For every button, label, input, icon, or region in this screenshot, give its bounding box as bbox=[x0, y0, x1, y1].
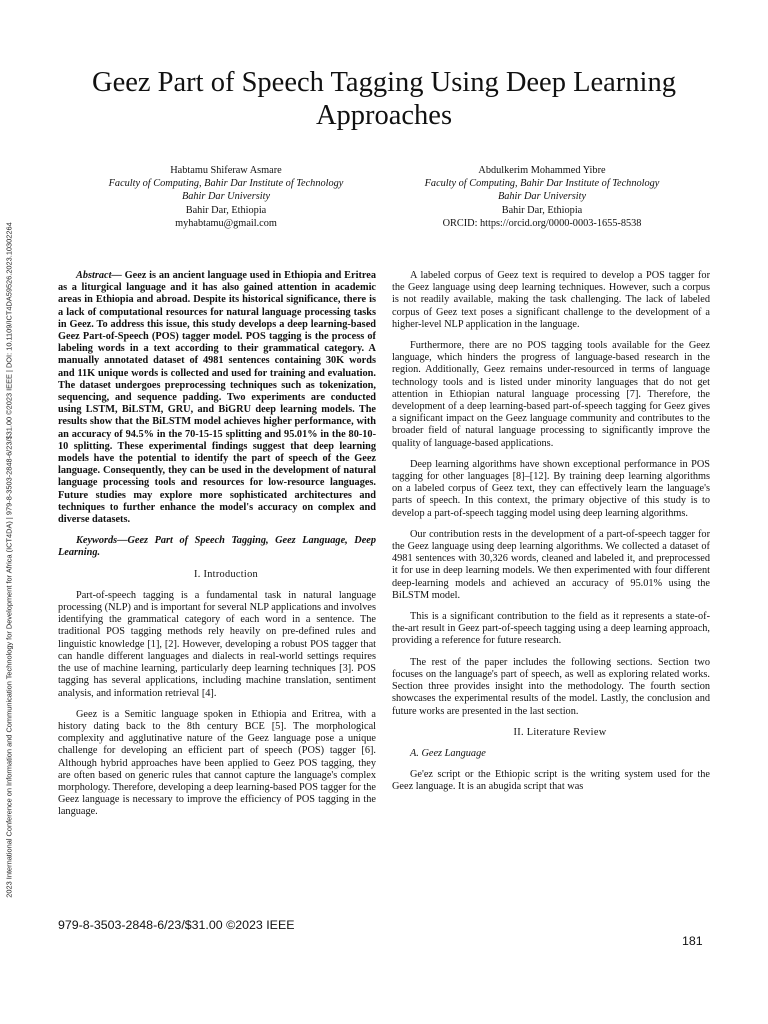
sidebar-text: 2023 International Conference on Information and Communication Technology for Development for Africa (ICT4DA) | 979-8-3503-2848-6/23/$31.00 ©2023 IEEE | DOI: 10.1109/ICT4DA59526.2023.10302264 bbox=[4, 222, 14, 898]
right-column bbox=[392, 270, 710, 803]
author-block-2 bbox=[382, 164, 702, 230]
paragraph: Furthermore, there are no POS tagging tools available for the Geez language, which hinders the progress of language-based research in the region. Additionally, Geez remains under-resourced in terms of language technology tools and is listed under minority languages that do not get attention in Ethiopian natural language processing [7]. Therefore, the development of a deep learning-based part-of-speech tagging for Geez gives a significant impact on the Geez language community and contributes to the broader field of natural language processing to significantly improve the quality of language-based applications. bbox=[392, 340, 710, 449]
paper-title: Geez Part of Speech Tagging Using Deep Learning Approaches bbox=[92, 67, 676, 131]
author-affiliation: Faculty of Computing, Bahir Dar Institute of Technology bbox=[424, 178, 660, 190]
subsection-heading: A. Geez Language bbox=[410, 747, 486, 759]
abstract-body: Geez is an ancient language used in Ethiopia and Eritrea as a liturgical language and it has also gained attention in academic areas in Ethiopia and abroad. Despite its historical significance, there is a lack of computational resources for natural language processing tasks in Geez. To address this issue, this study develops a deep learning-based Geez Part-of-Speech (POS) tagger model. POS tagging is the process of labeling words in a text according to their grammatical category. A manually annotated dataset of 4981 sentences containing 30K words and 11K unique words is collected and used for training and evaluation. The dataset undergoes preprocessing techniques such as tokenization, sequencing, and sequence padding. Two experiments are conducted using LSTM, BiLSTM, GRU, and BiGRU deep learning models. The results show that the BiLSTM model achieves higher performance, with an accuracy of 94.5% in the 70-15-15 splitting and 95.01% in the 80-10-10 splitting. These experimental findings suggest that deep learning models have the potential to identify the part of speech of the Geez language. Consequently, they can be used in the development of natural language processing tools and resources for low-resource languages. Future studies may explore more sophisticated architectures and techniques to further enhance the model's accuracy on complex and diverse datasets. bbox=[58, 270, 376, 526]
author-affiliation: Faculty of Computing, Bahir Dar Institute of Technology bbox=[108, 178, 344, 190]
doi-sidebar bbox=[3, 140, 15, 980]
paragraph: This is a significant contribution to the field as it represents a state-of-the-art result in Geez part-of-speech tagging using a deep learning approach, providing a reference for future research. bbox=[392, 611, 710, 647]
keywords: Keywords—Geez Part of Speech Tagging, Geez Language, Deep Learning. bbox=[58, 535, 376, 559]
author-name: Habtamu Shiferaw Asmare bbox=[170, 165, 282, 176]
abstract bbox=[58, 270, 376, 526]
section-heading-introduction: I. Introduction bbox=[194, 568, 258, 580]
author-email: myhabtamu@gmail.com bbox=[175, 217, 277, 229]
left-column bbox=[58, 270, 376, 828]
author-name: Abdulkerim Mohammed Yibre bbox=[478, 165, 606, 176]
paragraph: A labeled corpus of Geez text is required to develop a POS tagger for the Geez language using deep learning techniques. However, such a corpus is not readily available, making the task challenging. The lack of labeled corpus of Geez text poses a significant challenge to the development of a higher-level NLP application in the language. bbox=[392, 270, 710, 330]
author-orcid: ORCID: https://orcid.org/0000-0003-1655-8538 bbox=[442, 217, 642, 229]
section-heading-literature-review: II. Literature Review bbox=[513, 726, 607, 738]
author-location: Bahir Dar, Ethiopia bbox=[185, 204, 267, 216]
paragraph: Our contribution rests in the development of a part-of-speech tagger for the Geez language using deep learning algorithms. We collected a dataset of 4981 sentences with 30,326 words, cleaned and labeled it, and preprocessed it for use in deep learning models. We then experimented with four different deep-learning models and achieved an accuracy of 95.01% using the BiLSTM model. bbox=[392, 528, 710, 601]
paragraph: The rest of the paper includes the following sections. Section two focuses on the language's part of speech, as well as exploring related works. Section three provides insight into the methodology. The fourth section showcases the experimental results of the model. Lastly, the conclusion and future works are presented in the last section. bbox=[392, 656, 710, 717]
author-university: Bahir Dar University bbox=[497, 191, 587, 203]
page-number: 181 bbox=[682, 934, 703, 948]
author-block-1 bbox=[66, 164, 386, 230]
paragraph: Ge'ez script or the Ethiopic script is the writing system used for the Geez language. It is an abugida script that was bbox=[392, 769, 710, 793]
abstract-lead: Abstract— bbox=[76, 270, 122, 281]
paragraph: Deep learning algorithms have shown exceptional performance in POS tagging for other languages [8]–[12]. By training deep learning algorithms on a labeled corpus of Geez text, they can effectively learn the language's parts of speech. In this context, the primary objective of this study is to develop a part-of-speech tagging model using deep learning algorithms. bbox=[392, 458, 710, 519]
paragraph: Part-of-speech tagging is a fundamental task in natural language processing (NLP) and is important for several NLP applications and involves identifying the grammatical category of each word in a sentence. The traditional POS tagging methods rely heavily on pre-defined rules and linguistic knowledge [1], [2]. However, developing a robust POS tagger that can handle different languages and dialects in real-world settings requires the use of machine learning, particularly deep learning techniques [3]. POS tagging has several applications, including machine translation, sentiment analysis, and information retrieval [4]. bbox=[58, 589, 376, 699]
author-university: Bahir Dar University bbox=[181, 191, 271, 203]
paragraph: Geez is a Semitic language spoken in Ethiopia and Eritrea, with a history dating back to the 8th century BCE [5]. The morphological complexity and agglutinative nature of the Geez language pose a unique challenge for developing an efficient part of speech (POS) tagger [6]. Although hybrid approaches have been applied to Geez POS tagging, they are often based on generic rules that cannot capture the language's complex morphology. Therefore, developing a deep learning-based POS tagger for the Geez language is necessary to improve the efficiency of POS tagging in the language. bbox=[58, 708, 376, 818]
copyright-footer: 979-8-3503-2848-6/23/$31.00 ©2023 IEEE bbox=[58, 918, 295, 932]
author-location: Bahir Dar, Ethiopia bbox=[501, 204, 583, 216]
